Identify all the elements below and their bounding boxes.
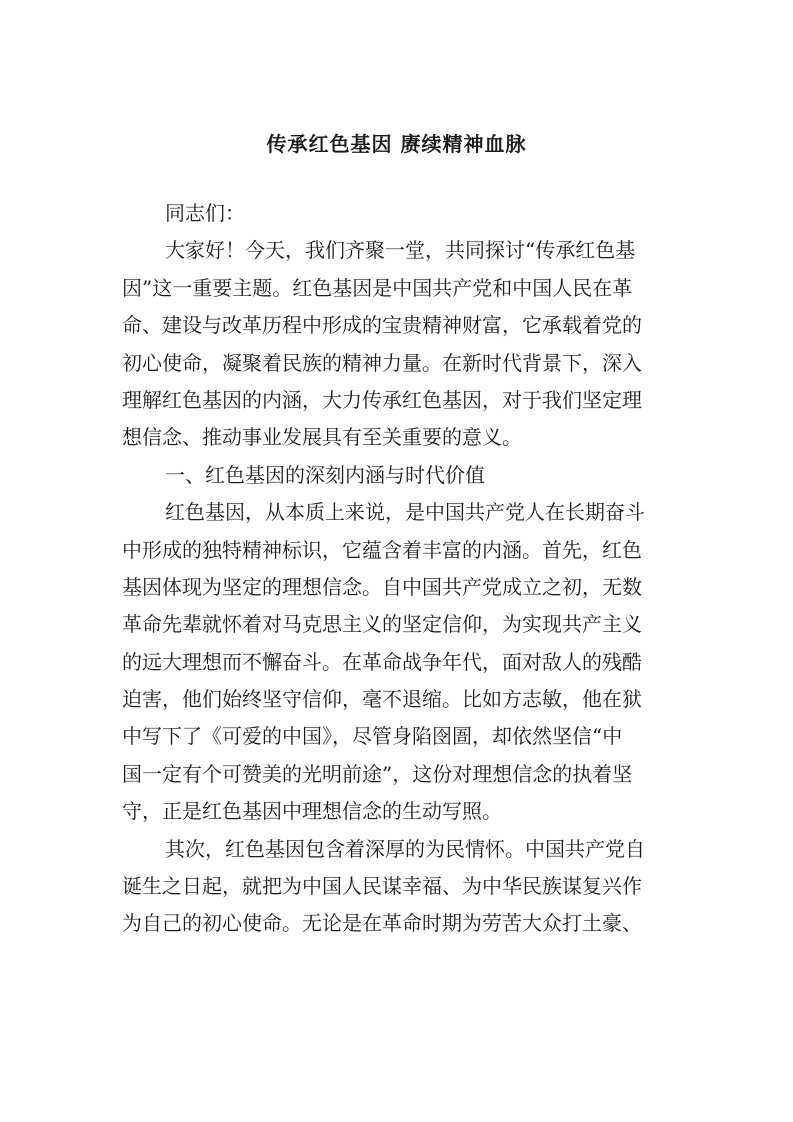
paragraph-line: 为自己的初心使命。无论是在革命时期为劳苦大众打土豪、 bbox=[122, 911, 642, 936]
paragraph-line: 守，正是红色基因中理想信念的生动写照。 bbox=[122, 799, 502, 824]
paragraph-line: 迫害，他们始终坚守信仰，毫不退缩。比如方志敏，他在狱 bbox=[122, 687, 642, 712]
paragraph-line: 其次，红色基因包含着深厚的为民情怀。中国共产党自 bbox=[165, 836, 645, 861]
paragraph-line: 因”这一重要主题。红色基因是中国共产党和中国人民在革 bbox=[122, 275, 633, 300]
paragraph-line: 革命先辈就怀着对马克思主义的坚定信仰，为实现共产主义 bbox=[122, 612, 642, 637]
paragraph-line: 红色基因，从本质上来说，是中国共产党人在长期奋斗 bbox=[165, 500, 645, 525]
document-title: 传承红色基因 赓续精神血脉 bbox=[266, 132, 527, 156]
paragraph-line: 命、建设与改革历程中形成的宝贵精神财富，它承载着党的 bbox=[122, 313, 642, 338]
paragraph-line: 中形成的独特精神标识，它蕴含着丰富的内涵。首先，红色 bbox=[122, 537, 642, 562]
paragraph-line: 中写下了《可爱的中国》，尽管身陷囹圄，却依然坚信“中 bbox=[122, 724, 623, 749]
document-body bbox=[122, 195, 677, 943]
salutation: 同志们： bbox=[165, 201, 245, 225]
paragraph-line: 理解红色基因的内涵，大力传承红色基因，对于我们坚定理 bbox=[122, 387, 642, 412]
paragraph-line: 想信念、推动事业发展具有至关重要的意义。 bbox=[122, 425, 522, 450]
paragraph-line: 诞生之日起，就把为中国人民谋幸福、为中华民族谋复兴作 bbox=[122, 874, 642, 899]
paragraph-line: 大家好！今天，我们齐聚一堂，共同探讨“传承红色基 bbox=[165, 238, 636, 263]
paragraph-line: 初心使命，凝聚着民族的精神力量。在新时代背景下，深入 bbox=[122, 350, 642, 375]
section-heading: 一、红色基因的深刻内涵与时代价值 bbox=[165, 462, 485, 487]
paragraph-line: 基因体现为坚定的理想信念。自中国共产党成立之初，无数 bbox=[122, 574, 642, 599]
paragraph-line: 的远大理想而不懈奋斗。在革命战争年代，面对敌人的残酷 bbox=[122, 649, 642, 674]
paragraph-line: 国一定有个可赞美的光明前途”，这份对理想信念的执着坚 bbox=[122, 761, 633, 786]
